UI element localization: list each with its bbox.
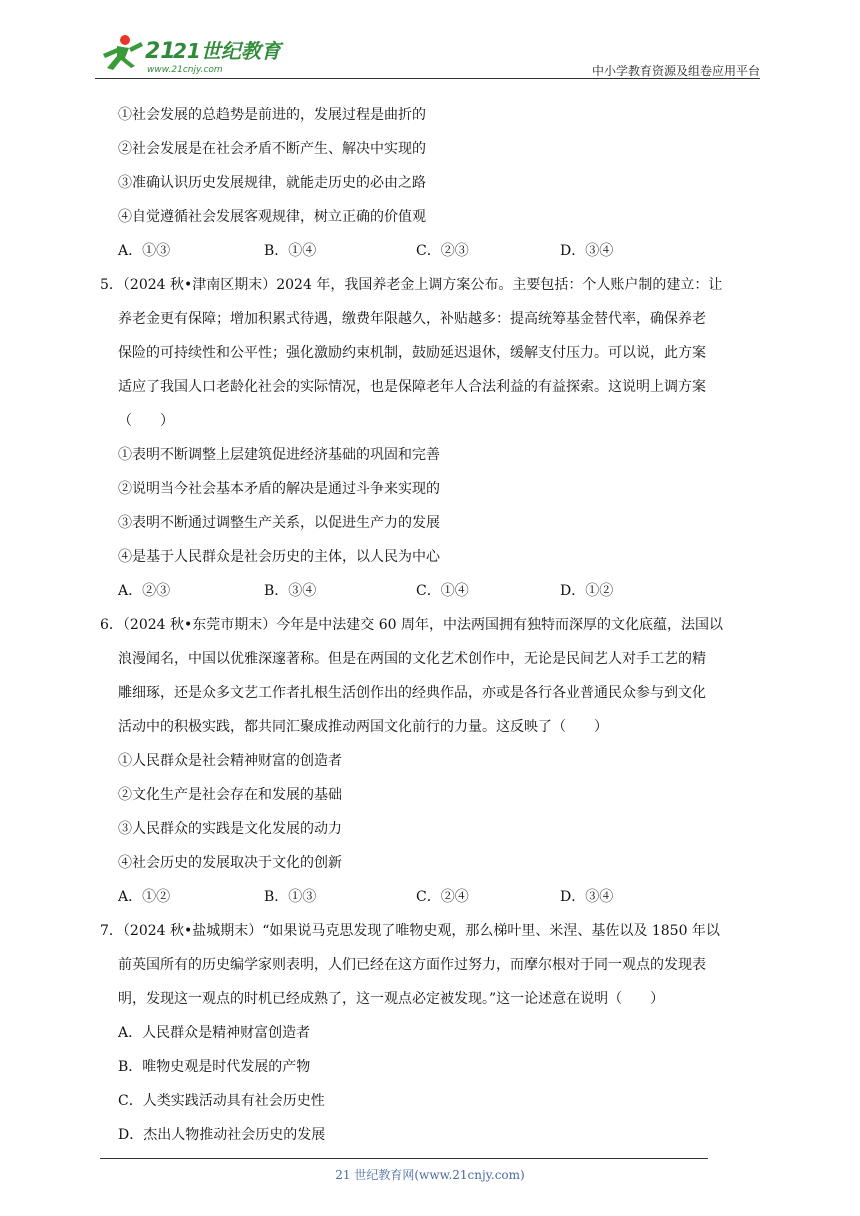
option-line: ③人民群众的实践是文化发展的动力: [118, 821, 342, 837]
question-5: [100, 274, 768, 614]
platform-name: 中小学教育资源及组卷应用平台: [591, 64, 760, 78]
question-5-choices: [100, 580, 768, 614]
option-line: ④是基于人民群众是社会历史的主体，以人民为中心: [118, 549, 440, 565]
option-line: ④自觉遵循社会发展客观规律，树立正确的价值观: [118, 209, 426, 225]
option-line: ②文化生产是社会存在和发展的基础: [118, 787, 342, 803]
option-b: B．唯物史观是时代发展的产物: [118, 1059, 311, 1075]
choice-a: A．②③: [118, 583, 171, 599]
page-header: [95, 28, 760, 80]
svg-text:www.21cnjy.com: www.21cnjy.com: [147, 65, 223, 75]
question-7: [100, 920, 768, 1158]
question-stem-line: 适应了我国人口老龄化社会的实际情况，也是保障老年人合法利益的有益探索。这说明上调方案: [118, 379, 706, 395]
question-stem-line: 浪漫闻名，中国以优雅深邃著称。但是在两国的文化艺术创作中，无论是民间艺人对手工艺的精: [118, 651, 706, 667]
option-line: ①表明不断调整上层建筑促进经济基础的巩固和完善: [118, 447, 440, 463]
site-logo: [95, 32, 295, 76]
question-6-choices: [100, 886, 768, 920]
question-stem-line: 雕细琢，还是众多文艺工作者扎根生活创作出的经典作品，亦或是各行各业普通民众参与到文化: [118, 685, 706, 701]
question-stem-line: 6．（2024 秋•东莞市期末）今年是中法建交 60 周年，中法两国拥有独特而深厚的文化底蕴，法国以: [100, 617, 723, 633]
option-line: ①人民群众是社会精神财富的创造者: [118, 753, 342, 769]
question-stem-line: 养老金更有保障；增加积累式待遇，缴费年限越久，补贴越多：提高统筹基金替代率，确保养老: [118, 311, 706, 327]
choice-b: B．①③: [264, 889, 317, 905]
choice-d: D．③④: [560, 889, 614, 905]
choice-a: A．①②: [118, 889, 171, 905]
answer-blank: （ ）: [118, 413, 174, 429]
choice-c: C．②④: [416, 889, 469, 905]
choice-d: D．①②: [560, 583, 614, 599]
option-line: ②社会发展是在社会矛盾不断产生、解决中实现的: [118, 141, 426, 157]
option-line: ④社会历史的发展取决于文化的创新: [118, 855, 342, 871]
footer-divider: [100, 1158, 708, 1159]
svg-text:21世纪教育: 21世纪教育: [173, 39, 281, 63]
option-c: C．人类实践活动具有社会历史性: [118, 1093, 325, 1109]
question-stem-line: 明，发现这一观点的时机已经成熟了，这一观点必定被发现。”这一论述意在说明（ ）: [118, 991, 665, 1007]
question-stem-line: 保险的可持续性和公平性；强化激励约束机制，鼓励延迟退休，缓解支付压力。可以说，此方案: [118, 345, 706, 361]
question-6: [100, 614, 768, 920]
choice-c: C．①④: [416, 583, 469, 599]
question-stem-line: 活动中的积极实践，都共同汇聚成推动两国文化前行的力量。这反映了（ ）: [118, 719, 608, 735]
header-divider: [95, 78, 760, 79]
runner-icon: [103, 35, 143, 70]
option-a: A．人民群众是精神财富创造者: [118, 1025, 311, 1041]
footer-text: 21 世纪教育网(www.21cnjy.com): [335, 1168, 525, 1182]
option-line: ③准确认识历史发展规律，就能走历史的必由之路: [118, 175, 426, 191]
question-stem-line: 前英国所有的历史编学家则表明，人们已经在这方面作过努力，而摩尔根对于同一观点的发现表: [118, 957, 706, 973]
question-content: [100, 104, 768, 1158]
question-stem-line: 5．（2024 秋•津南区期末）2024 年，我国养老金上调方案公布。主要包括：个人账户制的建立：让: [100, 277, 723, 293]
question-4-options: [100, 104, 768, 240]
choice-b: B．③④: [264, 583, 317, 599]
option-line: ③表明不断通过调整生产关系，以促进生产力的发展: [118, 515, 440, 531]
choice-b: B．①④: [264, 243, 317, 259]
choice-c: C．②③: [416, 243, 469, 259]
question-stem-line: 7．（2024 秋•盐城期末）“如果说马克思发现了唯物史观，那么梯叶里、米涅、基佐以及 1850 年以: [100, 923, 720, 939]
choice-d: D．③④: [560, 243, 614, 259]
option-line: ②说明当今社会基本矛盾的解决是通过斗争来实现的: [118, 481, 440, 497]
option-line: ①社会发展的总趋势是前进的，发展过程是曲折的: [118, 107, 426, 123]
option-d: D．杰出人物推动社会历史的发展: [118, 1127, 326, 1143]
choice-a: A．①③: [118, 243, 171, 259]
question-4-choices: [100, 240, 768, 274]
svg-text:21: 21: [145, 39, 176, 64]
